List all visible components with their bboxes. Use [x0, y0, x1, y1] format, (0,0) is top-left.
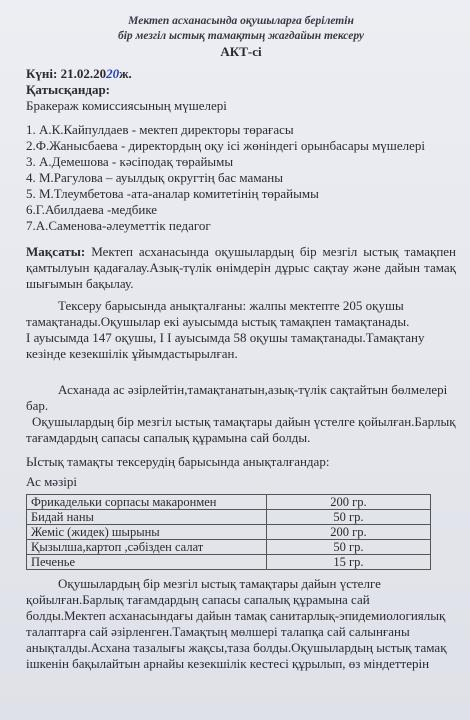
menu-qty: 50 гр. [267, 540, 431, 555]
final-line: болды.Мектеп асханасындағы дайын тамақ санитарлық-эпидемиологиялық [26, 608, 446, 623]
menu-table [26, 494, 431, 570]
commission-label: Бракераж комиссиясының мүшелері [26, 98, 227, 113]
check-line: Тексеру барысында анықталғаны: жалпы мектепте 205 оқушы [58, 298, 404, 313]
member-item: 6.Г.Абилдаева -медбике [26, 202, 158, 217]
kitchen-line: Асханада ас әзірлейтін,тамақтанатын,азық-түлік сақтайтын бөлмелері [58, 382, 448, 397]
check-line: І ауысымда 147 оқушы, І І ауысымда 58 оқушы тамақтанады.Тамақтану [26, 330, 425, 345]
kitchen-line: тағамдардың сапасы сапалық құрамына сай болды. [26, 430, 311, 445]
final-paragraph [26, 576, 456, 672]
table-row [27, 495, 431, 510]
member-item: 7.А.Самeнова-әлеуметтік педагог [26, 218, 211, 233]
member-item: 5. М.Тлеумбетова -ата-аналар комитетінің төрайымы [26, 186, 319, 201]
table-row [27, 540, 431, 555]
menu-dish: Жеміс (жидек) шырыны [27, 525, 267, 540]
purpose-label: Мақсаты: [26, 244, 86, 259]
purpose-text: Мектеп асханасында оқушылардың бір мезгіл ыстық тамақпен қамтылуын қадағалау.Азық-түлік өнімдерін дұрыс сақтау және дайын тамақ шығымын бақылау. [26, 244, 456, 291]
member-item: 1. А.К.Кайпулдаев - мектеп директоры төрағасы [26, 122, 294, 137]
document-title: АКТ-сі [220, 44, 262, 59]
member-item: 4. М.Рагулова – ауылдық округтің бас маманы [26, 170, 283, 185]
check-paragraph [26, 298, 456, 362]
menu-dish: Фрикадельки сорпасы макаронмен [27, 495, 267, 510]
menu-label: Ас мәзірі [26, 474, 77, 489]
final-line: Оқушылардың бір мезгіл ыстық тамақтары дайын үстелге [58, 576, 381, 591]
kitchen-line: Оқушылардың бір мезгіл ыстық тамақтары дайын үстелге қойылған.Барлық [32, 414, 456, 429]
findings-label: Ыстық тамақты тексерудің барысында анықталғандар: [26, 454, 330, 469]
participants-label: Қатысқандар: [26, 82, 111, 97]
menu-qty: 200 гр. [267, 525, 431, 540]
members-list [26, 122, 456, 234]
menu-dish: Бидай наны [27, 510, 267, 525]
date-suffix: ж. [119, 66, 132, 81]
final-line: талаптарға сай әзірленген.Тамақтың мөлшері талапқа сай салынғаны [26, 624, 410, 639]
final-line: ішкенін бақылайтын арнайы кезекшілік кестесі құрылып, өз міндеттерін [26, 656, 430, 671]
menu-qty: 200 гр. [267, 495, 431, 510]
member-item: 2.Ф.Жаныcбаева - директордың оқу ісі жөніндегі орынбасары мүшелері [26, 138, 425, 153]
table-row [27, 555, 431, 570]
menu-qty: 50 гр. [267, 510, 431, 525]
date-handwritten: 20 [106, 66, 120, 81]
date-label: Күні: 21.02.20 [26, 66, 107, 81]
final-line: қойылған.Барлық тағамдардың сапасы сапалық құрамына сай [26, 592, 370, 607]
final-line: анықталды.Асхана тазалығы жақсы,таза болды.Оқушылардың ыстық тамақ [26, 640, 447, 655]
date-line [26, 66, 456, 82]
check-line: тамақтанады.Оқушылар екі ауысымда ыстық тамақпен тамақтанады. [26, 314, 410, 329]
document-heading-line2: бір мезгіл ыстық тамақтың жағдайын тексеру [117, 30, 365, 42]
member-item: 3. А.Демешова - кәсіподақ төрайымы [26, 154, 234, 169]
document-heading-line1: Мектеп асханасында оқушыларға берілетін [128, 15, 354, 27]
check-line: кезінде кезекшілік ұйымдастырылған. [26, 346, 238, 361]
kitchen-paragraph [26, 382, 456, 446]
purpose-paragraph [26, 244, 456, 292]
menu-dish: Печенье [27, 555, 267, 570]
menu-dish: Қызылша,картоп ,сәбізден салат [27, 540, 267, 555]
table-row [27, 525, 431, 540]
kitchen-line: бар. [26, 398, 49, 413]
table-row [27, 510, 431, 525]
menu-qty: 15 гр. [267, 555, 431, 570]
